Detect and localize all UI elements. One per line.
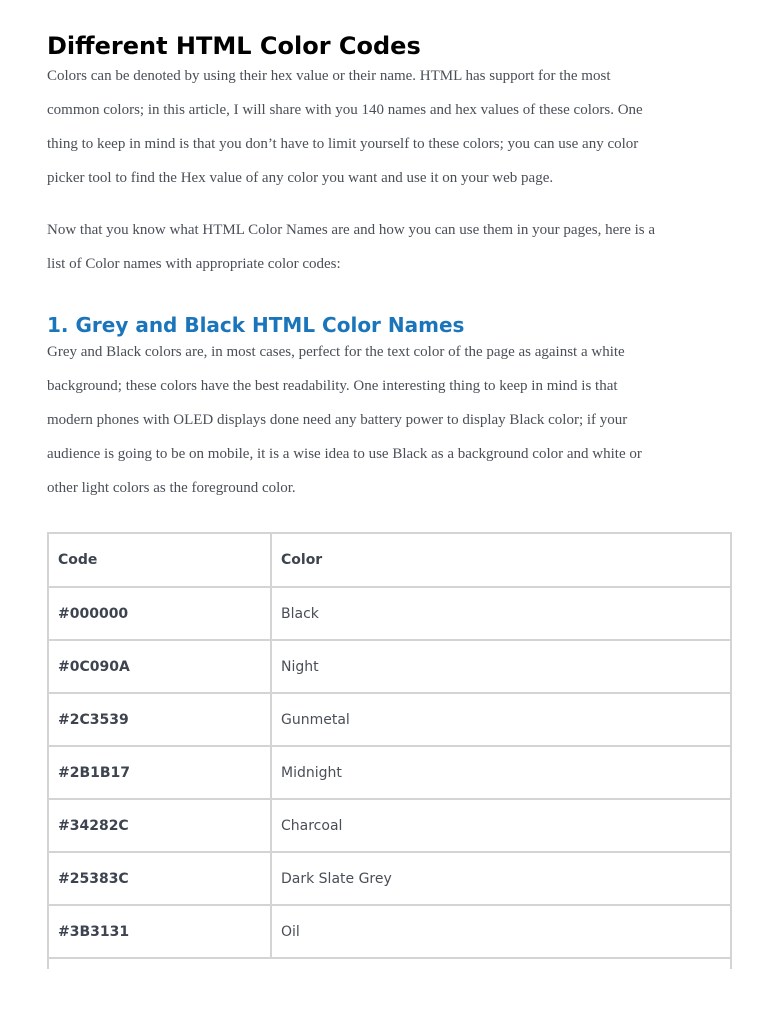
color-name-cell: Night xyxy=(271,640,730,693)
color-name-cell: Gunmetal xyxy=(271,693,730,746)
table-row xyxy=(49,693,730,746)
table-row xyxy=(49,587,730,640)
paragraph-line: background; these colors have the best readability. One interesting thing to keep in mind is that xyxy=(47,378,618,394)
paragraph-line: audience is going to be on mobile, it is a wise idea to use Black as a background color and white or xyxy=(47,446,642,462)
paragraph-line: Now that you know what HTML Color Names are and how you can use them in your pages, here is a xyxy=(47,222,656,238)
table-row xyxy=(49,905,730,958)
paragraph-line: common colors; in this article, I will share with you 140 names and hex values of these colors. One xyxy=(47,102,643,118)
intro-paragraph xyxy=(47,66,687,202)
hex-code-cell: #25383C xyxy=(49,852,271,905)
table-row xyxy=(49,640,730,693)
hex-code-cell: #0C090A xyxy=(49,640,271,693)
color-name-cell: Charcoal xyxy=(271,799,730,852)
paragraph-line: thing to keep in mind is that you don’t have to limit yourself to these colors; you can use any color xyxy=(47,136,639,152)
hex-code-cell: #000000 xyxy=(49,587,271,640)
lead-paragraph xyxy=(47,220,687,288)
page-title: Different HTML Color Codes xyxy=(47,32,421,60)
paragraph-line: other light colors as the foreground color. xyxy=(47,480,296,496)
header-code: Code xyxy=(49,534,271,587)
paragraph-line: Colors can be denoted by using their hex value or their name. HTML has support for the most xyxy=(47,68,611,84)
hex-code-cell: #2B1B17 xyxy=(49,746,271,799)
section-paragraph xyxy=(47,342,687,512)
table-row xyxy=(49,799,730,852)
color-name-cell: Dark Slate Grey xyxy=(271,852,730,905)
table-row xyxy=(49,746,730,799)
color-name-cell: Oil xyxy=(271,905,730,958)
header-color: Color xyxy=(271,534,730,587)
color-name-cell: Black xyxy=(271,587,730,640)
paragraph-line: picker tool to find the Hex value of any color you want and use it on your web page. xyxy=(47,170,554,186)
section-heading: 1. Grey and Black HTML Color Names xyxy=(47,313,465,337)
hex-code-cell: #3B3131 xyxy=(49,905,271,958)
paragraph-line: modern phones with OLED displays done need any battery power to display Black color; if your xyxy=(47,412,628,428)
table-header-row xyxy=(49,534,730,587)
color-name-cell: Midnight xyxy=(271,746,730,799)
color-table-container xyxy=(47,532,732,969)
hex-code-cell: #34282C xyxy=(49,799,271,852)
paragraph-line: Grey and Black colors are, in most cases, perfect for the text color of the page as against a white xyxy=(47,344,625,360)
hex-code-cell: #2C3539 xyxy=(49,693,271,746)
paragraph-line: list of Color names with appropriate color codes: xyxy=(47,256,341,272)
color-table xyxy=(49,534,730,959)
table-row xyxy=(49,852,730,905)
